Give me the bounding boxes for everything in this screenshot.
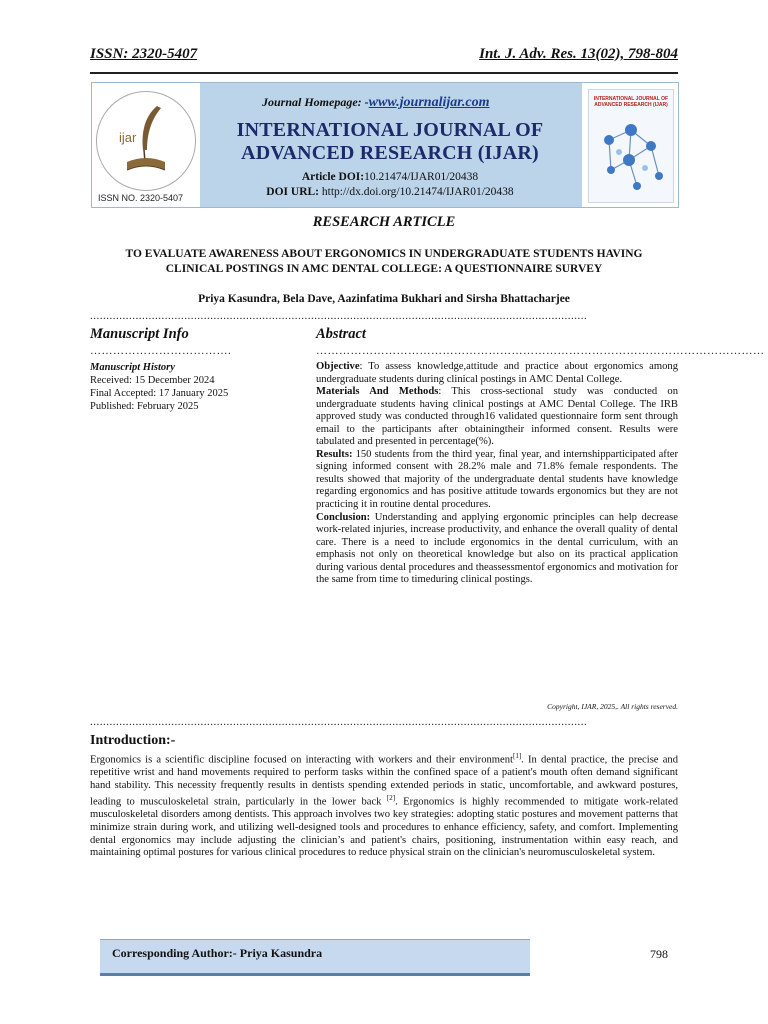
journal-cover [582,83,678,207]
abstract-objective [316,361,678,386]
abstract-conclusion [316,512,678,587]
logo-emblem [96,91,196,191]
conclusion-text: Understanding and applying ergonomic principles can help decrease work-related injuries, increase productivity, and enhance the overall quality of dental care. There is a need to include ergonomics in the dental curriculum, with an emphasis not only on theoretical knowledge but also on its practical application during various dental procedures and theassessmentof ergonomics and motivation for the same from time to timeduring clinical postings. [316,511,678,586]
citation-ref[interactable]: [1] [512,752,522,760]
objective-label: Objective [316,361,360,372]
abstract-body [316,361,678,587]
results-text: 150 students from the third year, final year, and internshipparticipated after signing informed consent with 28.2% male and 71.8% female respondents. The results showed that majority of the undergraduate dental students have knowledge regarding ergonomics and has positive attitude towards ergonomics but they are not practicing it in routine dental procedures. [316,448,678,511]
article-type: RESEARCH ARTICLE [312,214,456,230]
manuscript-history-label: Manuscript History [90,362,175,373]
logo-text: ijar [119,130,137,145]
cover-title: INTERNATIONAL JOURNAL OF ADVANCED RESEARCH (IJAR) [593,96,669,108]
intro-text: . Ergonomics is highly recommended to mitigate work-related musculoskeletal disorders among dentists. This approach involves two key strategies: adopting static postures and movement patterns that minimize strain during work, and utilizing well-designed tools and procedures to enhance efficiency, safety, and comfort. Implementing dental ergonomics may include adjusting the clinician’s and patient's chairs, positioning, instrumentation within easy reach, and maintaining optimal postures for various clinical procedures to reduce physical strain on the clinician's neuromusculoskeletal system. [90,796,678,859]
journal-banner [91,82,679,208]
journal-homepage [262,95,490,111]
doi-url-label: DOI URL: [266,186,320,198]
dotted-separator: ………………………………. [90,345,232,357]
logo-issn: ISSN NO. 2320-5407 [98,193,184,203]
abstract-methods [316,386,678,449]
corresponding-author-box [100,939,530,976]
running-header [90,46,678,72]
dotted-separator: ……………………………………………………………………………………………………… [316,345,765,357]
journal-logo [92,83,200,207]
dotted-separator: ......................................................................................................................................................... [90,716,588,728]
introduction-heading: Introduction:- [90,733,176,748]
quill-book-icon [97,92,195,190]
accepted-date: Final Accepted: 17 January 2025 [90,388,229,399]
header-rule [90,72,678,74]
methods-text: : This cross-sectional study was conducted on undergraduate students having clinical postings at AMC Dental College. The IRB approved study was conducted through16 validated questionnaire form sent through email to the participants after obtainingtheir informed consent. Results were tabulated and presented in percentage(%). [316,386,678,448]
results-label: Results: [316,448,353,460]
cover-image [588,89,674,203]
doi-url-link[interactable]: http://dx.doi.org/10.21474/IJAR01/20438 [321,186,514,198]
copyright-notice: Copyright, IJAR, 2025,. All rights reserved. [547,702,678,711]
journal-reference: Int. J. Adv. Res. 13(02), 798-804 [479,46,678,62]
paper-title [90,247,678,277]
conclusion-label: Conclusion: [316,511,371,523]
abstract-results [316,449,678,512]
published-date: Published: February 2025 [90,401,199,412]
journal-title [204,119,576,165]
journal-title-line2: ADVANCED RESEARCH (IJAR) [241,142,539,164]
doi-value: 10.21474/IJAR01/20438 [364,171,479,183]
page-number: 798 [650,947,668,961]
doi-block [204,170,576,200]
paper-title-line1: TO EVALUATE AWARENESS ABOUT ERGONOMICS IN UNDERGRADUATE STUDENTS HAVING [125,248,643,260]
methods-label: Materials And Methods [316,386,439,398]
molecule-icon [589,90,673,202]
issn-label: ISSN: 2320-5407 [90,46,198,62]
homepage-label: Journal Homepage: - [262,95,369,109]
intro-text: Ergonomics is a scientific discipline focused on interacting with workers and their environment [90,754,513,766]
intro-text: . In dental practice, the precise and repetitive wrist and hand movements required to perform tasks within the confined space of a patient's mouth often demand significant hand stability. This necessity frequently results in dentists spending extended periods in static, uncomfortable, and awkward postures, leading to musculoskeletal strain, particularly in the lower back [90,754,678,808]
manuscript-info-heading: Manuscript Info [90,326,189,342]
dotted-separator: ......................................................................................................................................................... [90,310,588,322]
corresponding-author: Corresponding Author:- Priya Kasundra [112,946,323,960]
received-date: Received: 15 December 2024 [90,375,215,386]
author-list: Priya Kasundra, Bela Dave, Aazinfatima Bukhari and Sirsha Bhattacharjee [198,293,570,305]
paper-title-line2: CLINICAL POSTINGS IN AMC DENTAL COLLEGE: A QUESTIONNAIRE SURVEY [165,263,603,275]
homepage-link[interactable]: www.journalijar.com [368,95,490,110]
objective-text: : To assess knowledge,attitude and practice about ergonomics among undergraduate students during clinical postings in AMC Dental College. [316,361,678,385]
abstract-heading: Abstract [316,326,366,342]
introduction-body [90,750,678,860]
doi-label: Article DOI: [301,171,365,183]
citation-ref[interactable]: [2] [386,794,396,803]
journal-title-line1: INTERNATIONAL JOURNAL OF [236,119,544,141]
